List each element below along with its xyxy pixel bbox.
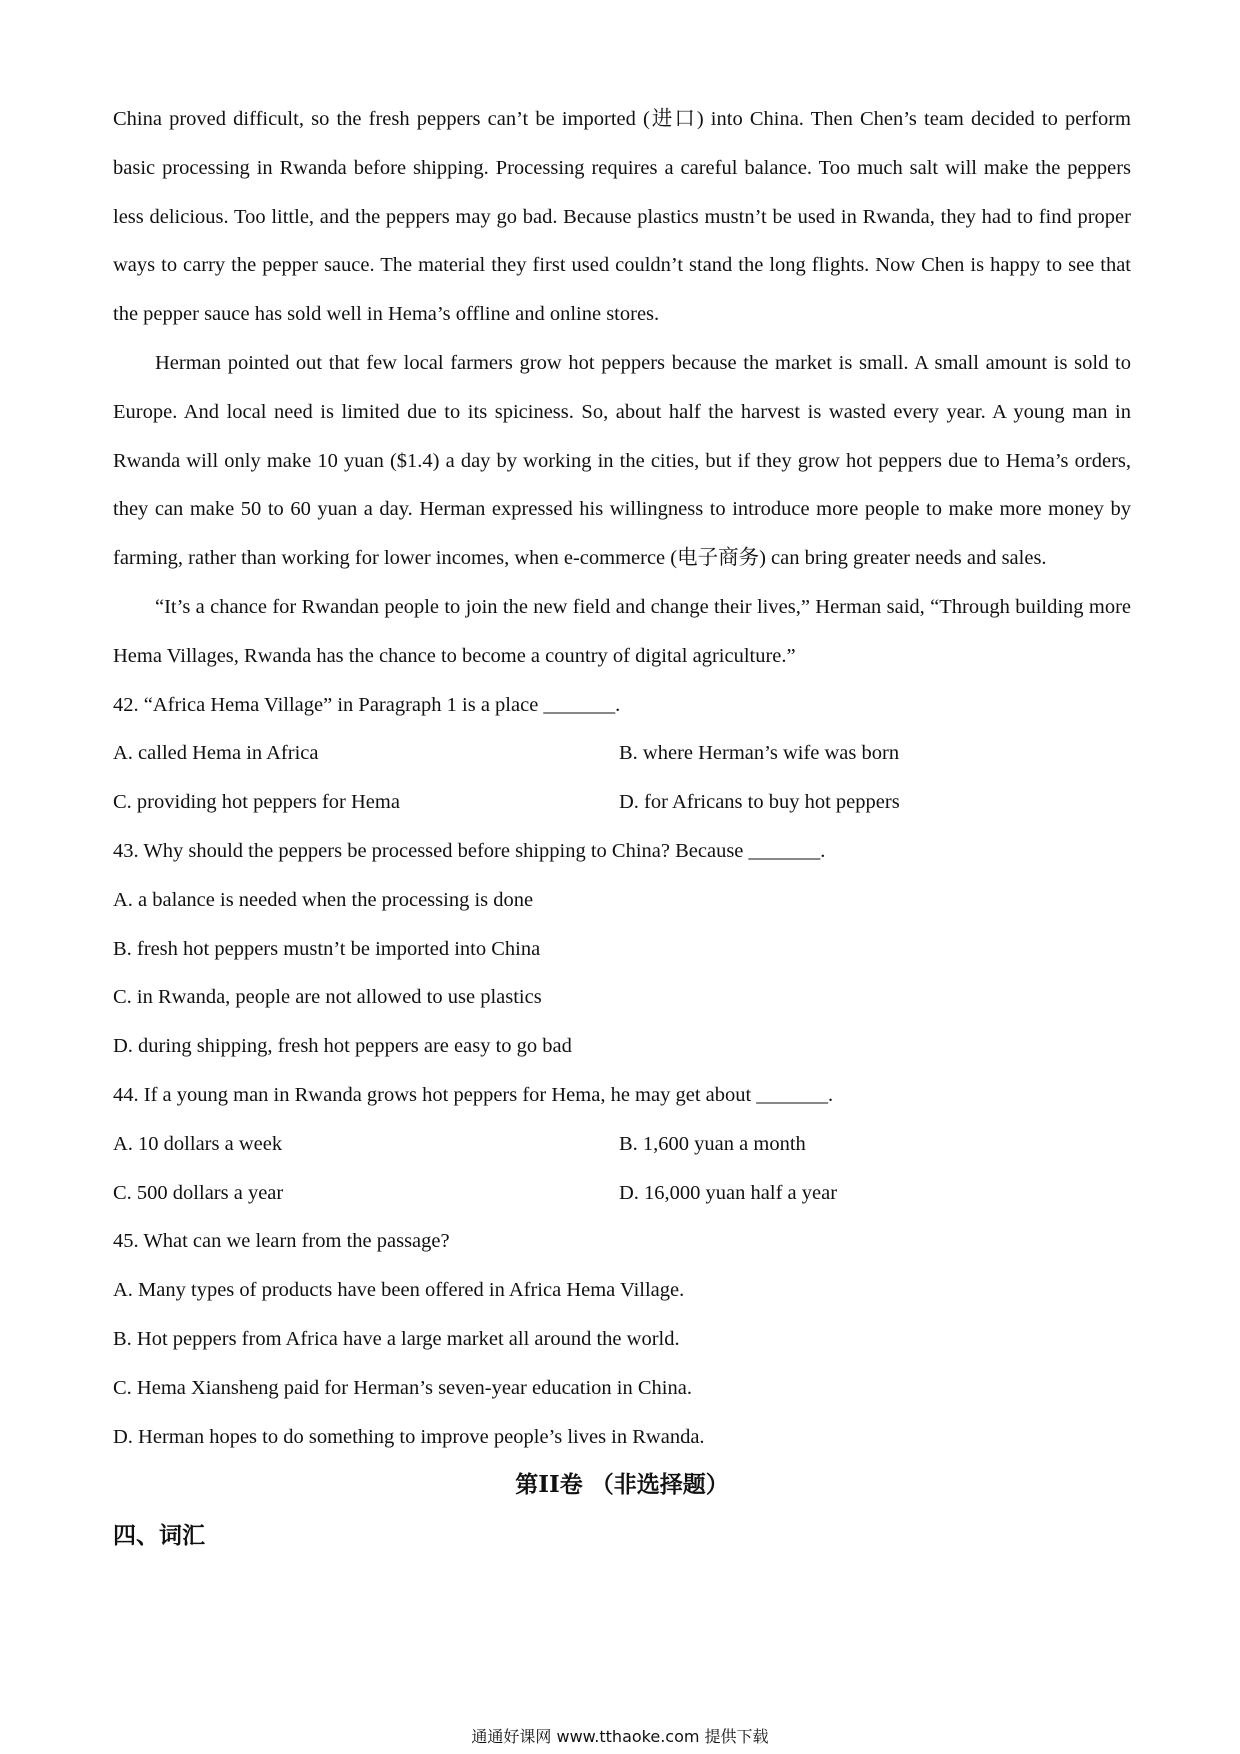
passage-paragraph-1: China proved difficult, so the fresh peppers can’t be imported (进口) into China. Then Chen’s team decided to perform basic processing in Rwanda before shipping. Processing requires a careful balance. Too much salt will make the peppers less delicious. Too little, and the peppers may go bad. Because plastics mustn’t be used in Rwanda, they had to find proper ways to carry the pepper sauce. The material they first used couldn’t stand the long flights. Now Chen is happy to see that the pepper sauce has sold well in Hema’s offline and online stores. [113,108,1131,326]
options-row [113,1120,1131,1169]
option-c: C. Hema Xiansheng paid for Herman’s seven-year education in China. [113,1376,692,1399]
option-b: B. where Herman’s wife was born [619,742,900,765]
options-row [113,778,1131,827]
question-42 [113,681,1131,827]
question-45 [113,1217,1131,1461]
question-stem: 42. “Africa Hema Village” in Paragraph 1 is a place _______. [113,693,621,716]
page-content [113,95,1131,1563]
option-b: B. fresh hot peppers mustn’t be imported into China [113,937,541,960]
question-stem: 44. If a young man in Rwanda grows hot peppers for Hema, he may get about _______. [113,1083,834,1106]
question-stem: 45. What can we learn from the passage? [113,1230,450,1253]
option-a: A. 10 dollars a week [113,1132,283,1155]
option-c: C. in Rwanda, people are not allowed to use plastics [113,986,542,1009]
option-b: B. Hot peppers from Africa have a large market all around the world. [113,1327,680,1350]
question-44 [113,1071,1131,1217]
question-stem: 43. Why should the peppers be processed before shipping to China? Because _______. [113,839,826,862]
option-c: C. 500 dollars a year [113,1181,284,1204]
option-d: D. Herman hopes to do something to improve people’s lives in Rwanda. [113,1425,705,1448]
option-d: D. for Africans to buy hot peppers [619,791,900,814]
option-d: D. 16,000 yuan half a year [619,1181,838,1204]
section-heading: 四、词汇 [113,1522,205,1550]
option-a: A. called Hema in Africa [113,742,319,765]
option-a: A. a balance is needed when the processing is done [113,888,534,911]
option-c: C. providing hot peppers for Hema [113,791,400,814]
page-footer: 通通好课网 www.tthaoke.com 提供下载 [471,1727,769,1746]
passage-paragraph-3: “It’s a chance for Rwandan people to join the new field and change their lives,” Herman said, “Through building more Hema Villages, Rwanda has the chance to become a country of digital agriculture.” [113,595,1131,667]
option-a: A. Many types of products have been offered in Africa Hema Village. [113,1279,685,1302]
option-d: D. during shipping, fresh hot peppers are easy to go bad [113,1035,572,1058]
options-row [113,729,1131,778]
question-43 [113,827,1131,1071]
section-title: 第II卷 （非选择题） [515,1471,729,1499]
options-row [113,1169,1131,1218]
passage-paragraph-2: Herman pointed out that few local farmers grow hot peppers because the market is small. A small amount is sold to Europe. And local need is limited due to its spiciness. So, about half the harvest is wasted every year. A young man in Rwanda will only make 10 yuan ($1.4) a day by working in the cities, but if they grow hot peppers due to Hema’s orders, they can make 50 to 60 yuan a day. Herman expressed his willingness to introduce more people to make more money by farming, rather than working for lower incomes, when e-commerce (电子商务) can bring greater needs and sales. [113,351,1131,570]
option-b: B. 1,600 yuan a month [619,1132,806,1155]
